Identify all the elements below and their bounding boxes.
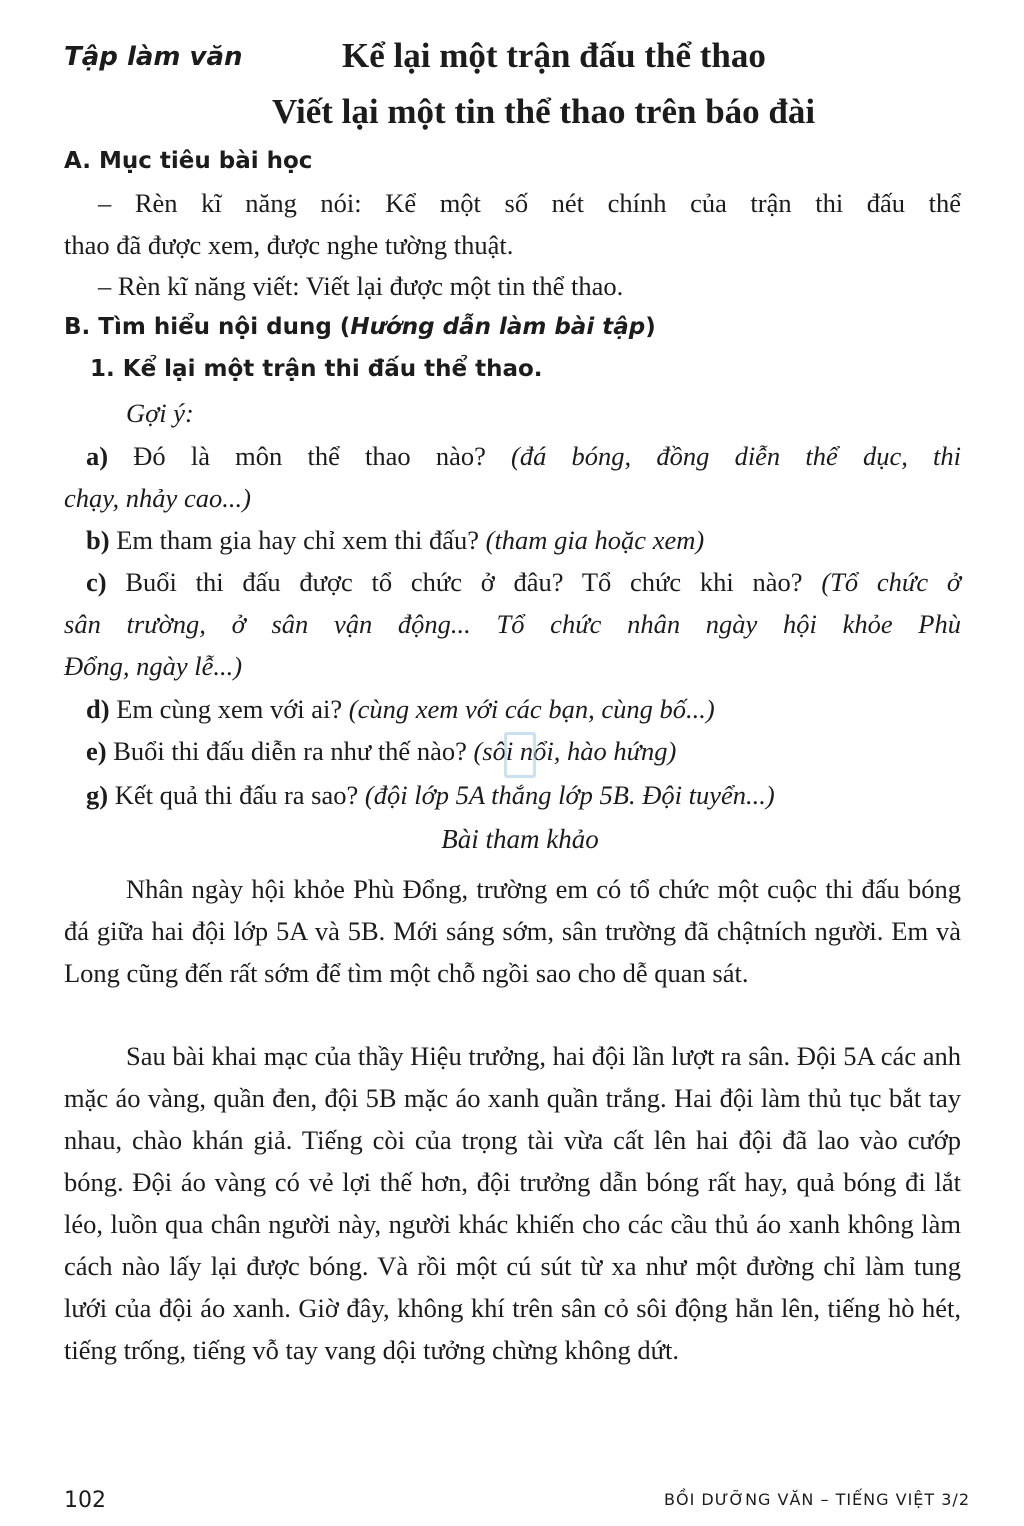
item-letter: d) — [86, 694, 110, 724]
running-footer-title: BỒI DƯỠNG VĂN – TIẾNG VIỆT 3/2 — [664, 1490, 970, 1509]
item-answer: (đội lớp 5A thắng lớp 5B. Đội tuyển...) — [364, 780, 775, 810]
hint-item-b — [64, 519, 961, 561]
hint-item-g — [64, 774, 961, 816]
item-letter: a) — [86, 441, 109, 471]
hint-item-d — [64, 688, 961, 730]
section-a-heading: A. Mục tiêu bài học — [64, 148, 313, 174]
item-question: Buổi thi đấu được tổ chức ở đâu? Tổ chức khi nào? — [106, 567, 822, 597]
item-answer: (đá bóng, đồng diễn thể dục, thi — [511, 441, 961, 471]
lesson-title-line1: Kể lại một trận đấu thể thao — [342, 36, 766, 75]
publisher-watermark-logo — [470, 742, 562, 778]
lesson-title-line2: Viết lại một tin thể thao trên báo đài — [272, 92, 816, 131]
hint-item-c — [64, 561, 961, 603]
reference-paragraph-2: Sau bài khai mạc của thầy Hiệu trưởng, hai đội lần lượt ra sân. Đội 5A các anh mặc áo vàng, quần đen, đội 5B mặc áo xanh quần trắng. Hai đội làm thủ tục bắt tay nhau, chào khán giả. Tiếng còi của trọng tài vừa cất lên hai đội đã lao vào cướp bóng. Đội áo vàng có vẻ lợi thế hơn, đội trưởng dẫn bóng rất hay, quả bóng đi lắt léo, luồn qua chân người này, người khác khiến cho các cầu thủ áo xanh không làm cách nào lấy lại được bóng. Và rồi một cú sút từ xa như một đường chỉ làm tung lưới của đội áo xanh. Giờ đây, không khí trên sân cỏ sôi động hẳn lên, tiếng hò hét, tiếng trống, tiếng vỗ tay vang dội tưởng chừng không dứt. — [64, 1041, 961, 1365]
section-a-line2: thao đã được xem, được nghe tường thuật. — [64, 230, 514, 260]
section-b-heading-italic: Hướng dẫn làm bài tập — [350, 314, 646, 340]
item-answer: (cùng xem với các bạn, cùng bố...) — [348, 694, 715, 724]
section-b-heading-prefix: B. Tìm hiểu nội dung ( — [64, 314, 351, 340]
item-question: Em cùng xem với ai? — [109, 694, 349, 724]
hint-item-a-cont: chạy, nhảy cao...) — [64, 483, 251, 513]
section-b-heading-suffix: ) — [645, 314, 656, 340]
section-label: Tập làm văn — [64, 42, 243, 72]
item-answer: (Tổ chức ở — [821, 567, 961, 597]
item-letter: g) — [86, 780, 109, 810]
hint-item-c-cont2: Đổng, ngày lễ...) — [64, 651, 243, 681]
section-a-line3: – Rèn kĩ năng viết: Viết lại được một tin thể thao. — [98, 271, 624, 301]
hint-item-c-cont1: sân trường, ở sân vận động... Tổ chức nhân ngày hội khỏe Phù — [64, 609, 961, 639]
item-question: Đó là môn thể thao nào? — [108, 441, 512, 471]
hint-label: Gợi ý: — [126, 398, 194, 428]
reference-paragraph-1: Nhân ngày hội khỏe Phù Đổng, trường em có tổ chức một cuộc thi đấu bóng đá giữa hai đội lớp 5A và 5B. Mới sáng sớm, sân trường đã chậtních người. Em và Long cũng đến rất sớm để tìm một chỗ ngồi sao cho dễ quan sát. — [64, 874, 961, 988]
item-answer: (tham gia hoặc xem) — [485, 525, 705, 555]
item-answer: (sôi nổi, hào hứng) — [473, 736, 677, 766]
task-1-heading: 1. Kể lại một trận thi đấu thể thao. — [90, 356, 543, 382]
item-question: Buổi thi đấu diễn ra như thế nào? — [106, 736, 474, 766]
section-b-heading — [64, 314, 656, 340]
item-letter: c) — [86, 567, 107, 597]
item-question: Kết quả thi đấu ra sao? — [108, 780, 365, 810]
item-question: Em tham gia hay chỉ xem thi đấu? — [109, 525, 486, 555]
section-a-line1: – Rèn kĩ năng nói: Kể một số nét chính của trận thi đấu thể — [98, 188, 961, 218]
item-letter: e) — [86, 736, 107, 766]
reference-title: Bài tham khảo — [441, 824, 599, 854]
item-letter: b) — [86, 525, 110, 555]
page-number: 102 — [64, 1488, 106, 1513]
hint-item-a — [64, 435, 961, 477]
